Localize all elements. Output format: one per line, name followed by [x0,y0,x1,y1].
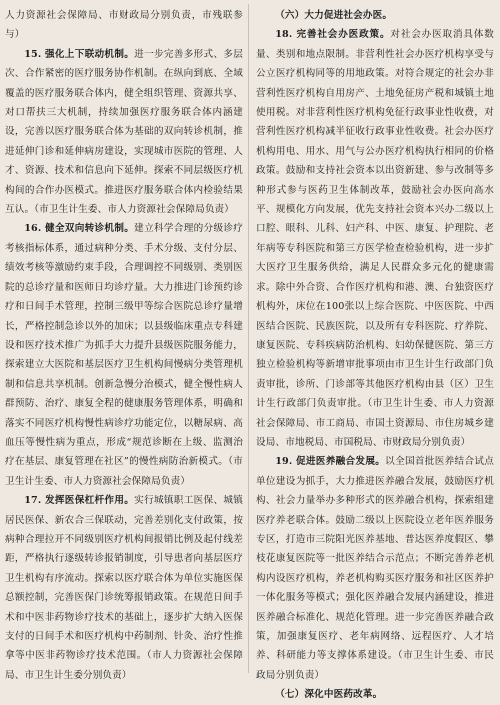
paragraph-17-body: 实行城镇职工医保、城镇居民医保、新农合三保联动，完善差别化支付政策，按病种合理拉开不同级别医疗机构间报销比例及起付线差距，严格执行逐级转诊报销制度，引导患者向基层医疗卫生机构有序流动。探索以医疗联合体为单位实施医保总额控制，完善医保门诊统筹报销政策。在规范日间手术和中医非药物诊疗技术的基础上，逐步扩大纳入医保支付的日间手术和医疗机构中药制剂、针灸、治疗性推拿等中医非药物诊疗技术范围。（市人力资源社会保障局、市卫生计生委分别负责） [5,495,244,681]
paragraph-18-heading: 18. 完善社会办医政策。 [275,29,391,41]
right-column [256,6,494,705]
paragraph-15 [5,45,243,220]
left-column [5,6,243,685]
paragraph-16-heading: 16. 健全双向转诊机制。 [24,223,135,235]
paragraph-19-body: 以全国首批医养结合试点单位建设为抓手，大力推进医养融合发展，鼓励医疗机构、社会力量举办多种形式的医养融合机构，探索组建医疗养老联合体。鼓励二级以上医院设立老年医养服务专区，打造市三院阳光医养基地、普达医养度假区、攀枝花康复医院等一批医养结合示范点；不断完善养老机构内设医疗机构，养老机构购买医疗服务和社区医养护一体化服务等模式；强化医养融合发展内涵建设，推进医养融合标准化、规范化管理。进一步完善医养融合政策，加强康复医疗、老年病网络、远程医疗、人才培养、科研能力等支撑体系建设。（市卫生计生委、市民政局分别负责） [256,456,495,681]
paragraph-17-heading: 17. 发挥医保杠杆作用。 [24,495,135,507]
paragraph-18 [256,25,494,452]
paragraph-19 [256,452,494,685]
column-divider [248,4,249,673]
section-heading-7: （七）深化中医药改革。 [275,689,383,701]
paragraph-16 [5,219,243,491]
section-heading-6: （六）大力促进社会办医。 [275,10,393,21]
paragraph-text: 人力资源社会保障局、市财政局分别负责，市残联参与） [5,10,243,41]
paragraph-19-heading: 19. 促进医养融合发展。 [275,456,386,468]
paragraph-15-body: 进一步完善多形式、多层次、合作紧密的医疗服务协作机制。在纵向到底、全域覆盖的医疗服务联合体内，健全组织管理、资源共享、对口帮扶三大机制，持续加强医疗服务联合体内涵建设，完善以医疗服务联合体为基础的双向转诊机制，推进延伸门诊和延伸病房建设，实现城市医院的管理、人才、资源、技术和信息向下延伸。探索不同层级医疗机构间的合作办医模式。推进医疗服务联合体内检验结果互认。（市卫生计生委、市人力资源社会保障局负责） [5,48,244,216]
paragraph-18-body: 对社会办医取消具体数量、类别和地点限制。非营利性社会办医疗机构享受与公立医疗机构同等的用地政策。对符合规定的社会办非营利性医疗机构自用房产、土地免征房产税和城镇土地使用税。对非营利性医疗机构免征行政事业性收费，对营利性医疗机构减半征收行政事业性收费。社会办医疗机构用电、用水、用气与公办医疗机构执行相同的价格政策。鼓励和支持社会资本以出资新建、参与改制等多种形式参与医药卫生体制改革，鼓励社会办医向高水平、规模化方向发展，优先支持社会资本兴办二级以上口腔、眼科、儿科、妇产科、中医、康复、护理院、老年病等专科医院和第三方医学检查检验机构，进一步扩大医疗卫生服务供给，满足人民群众多元化的健康需求。除中外合资、合作医疗机构和港、澳、台独资医疗机构外，床位在100张以上综合医院、中医医院、中西医结合医院、民族医院，以及所有专科医院、疗养院、康复医院、专科疾病防治机构、妇幼保健医院、第三方独立检验机构等新增审批事项由市卫生计生行政部门负责审批，诊所、门诊部等其他医疗机构由县（区）卫生计生行政部门负责审批。（市卫生计生委、市人力资源社会保障局、市工商局、市国土资源局、市住房城乡建设局、市地税局、市国税局、市财政局分别负责） [256,29,495,448]
paragraph-15-heading: 15. 强化上下联动机制。 [24,48,135,60]
paragraph-14-continuation [5,6,243,45]
paragraph-17 [5,491,243,685]
paragraph-16-body: 建立科学合理的分级诊疗考核指标体系，通过病种分类、手术分级、支付分层、绩效考核等激励约束手段，合理调控不同级别、类别医院的总诊疗量和医师日均诊疗量。大力推进门诊预约诊疗和日间手术管理，控制三级甲等综合医院总诊疗量增长，严格控制急诊以外的加床；以县级临床重点专科建设和医疗技术推广为抓手大力提升县级医院服务能力，探索建立大医院和基层医疗卫生机构间慢病分类管理机制和信息共享机制。创新急慢分治模式，健全慢性病人群预防、治疗、康复全程的健康服务管理体系，明确和落实不同医疗机构慢性病诊疗功能定位，以糖尿病、高血压等慢性病为重点，形成“规范诊断在上级、监测治疗在基层、康复管理在社区”的慢性病防治新模式。（市卫生计生委、市人力资源社会保障局负责） [5,223,244,487]
